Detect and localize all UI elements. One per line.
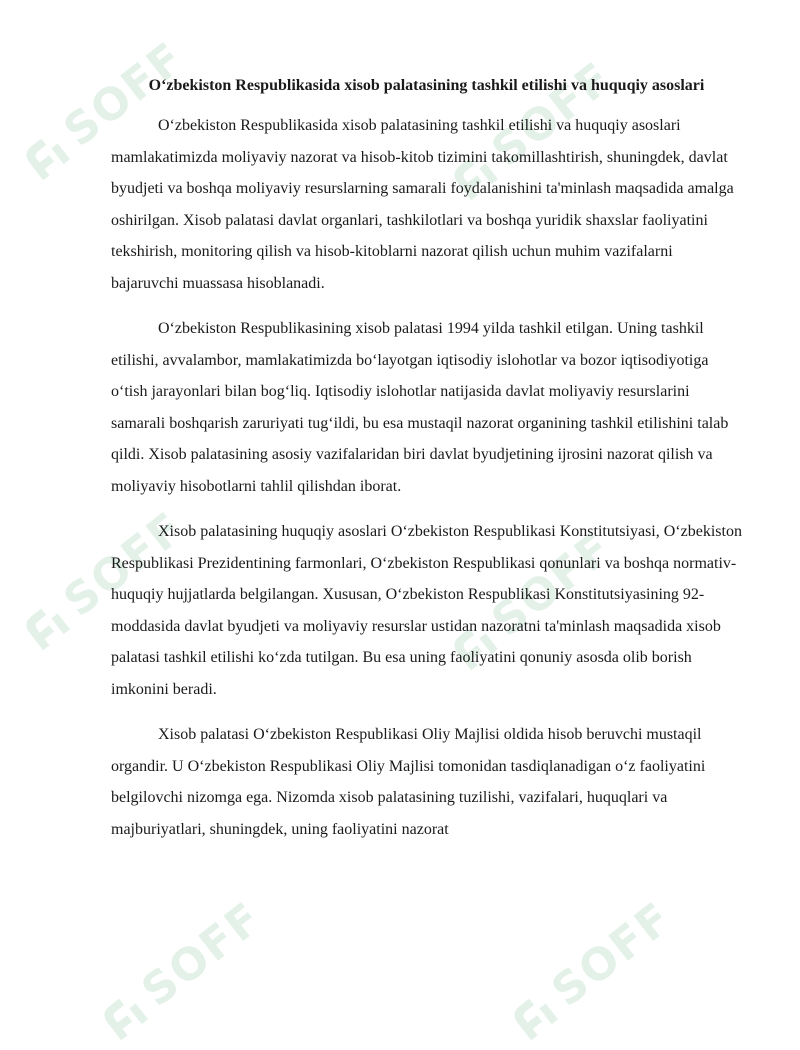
watermark-text: SOFF: [482, 522, 623, 647]
document-title: O‘zbekiston Respublikasida xisob palatasining tashkil etilishi va huquqiy asoslari: [148, 77, 705, 94]
watermark-text: SOFF: [54, 502, 195, 627]
watermark-text: SOFF: [54, 32, 195, 157]
paragraph: Xisob palatasi O‘zbekiston Respublikasi Oliy Majlisi oldida hisob beruvchi mustaqil organdir. U O‘zbekiston Respublikasi Oliy Majlisi tomonidan tasdiqlanadigan o‘z faoliyatini belgilovchi nizomga ega. Nizomda xisob palatasining tuzilishi, vazifalari, huquqlari va majburiyatlari, shuningdek, uning faoliyatini nazorat: [111, 726, 706, 838]
soff-logo-icon: [92, 984, 157, 1049]
soff-logo-icon: [502, 984, 567, 1049]
watermark-text: SOFF: [482, 52, 623, 177]
watermark-text: SOFF: [542, 892, 683, 1017]
paragraph: O‘zbekiston Respublikasining xisob palatasi 1994 yilda tashkil etilgan. Uning tashkil etilishi, avvalambor, mamlakatimizda bo‘layotgan iqtisodiy islohotlar va bozor iqtisodiyotiga o‘tish jarayonlari bilan bog‘liq. Iqtisodiy islohotlar natijasida davlat moliyaviy resurslarini samarali boshqarish zaruriyati tug‘ildi, bu esa mustaqil nazorat organining tashkil etilishini talab qildi. Xisob palatasining asosiy vazifalaridan biri davlat byudjetining ijrosini nazorat qilish va moliyaviy hisobotlarni tahlil qilishdan iborat.: [111, 320, 729, 495]
watermark: [90, 892, 272, 1050]
paragraph: O‘zbekiston Respublikasida xisob palatasining tashkil etilishi va huquqiy asoslari mamlakatimizda moliyaviy nazorat va hisob-kitob tizimini takomillashtirish, shuningdek, davlat byudjeti va boshqa moliyaviy resurslarning samarali foydalanishini ta'minlash maqsadida amalga oshirilgan. Xisob palatasi davlat organlari, tashkilotlari va boshqa yuridik shaxslar faoliyatini tekshirish, monitoring qilish va hisob-kitoblarni nazorat qilish uchun muhim vazifalarni bajaruvchi muassasa hisoblanadi.: [111, 117, 734, 292]
watermark: [500, 892, 682, 1050]
paragraph: Xisob palatasining huquqiy asoslari O‘zbekiston Respublikasi Konstitutsiyasi, O‘zbekiston Respublikasi Prezidentining farmonlari, O‘zbekiston Respublikasi qonunlari va boshqa normativ-huquqiy hujjatlarda belgilangan. Xususan, O‘zbekiston Respublikasi Konstitutsiyasining 92-moddasida davlat byudjeti va moliyaviy resurslar ustidan nazoratni ta'minlash maqsadida xisob palatasi tashkil etilishi ko‘zda tutilgan. Bu esa uning faoliyatini qonuniy asosda olib borish imkonini beradi.: [111, 523, 742, 698]
watermark-text: SOFF: [132, 892, 273, 1017]
